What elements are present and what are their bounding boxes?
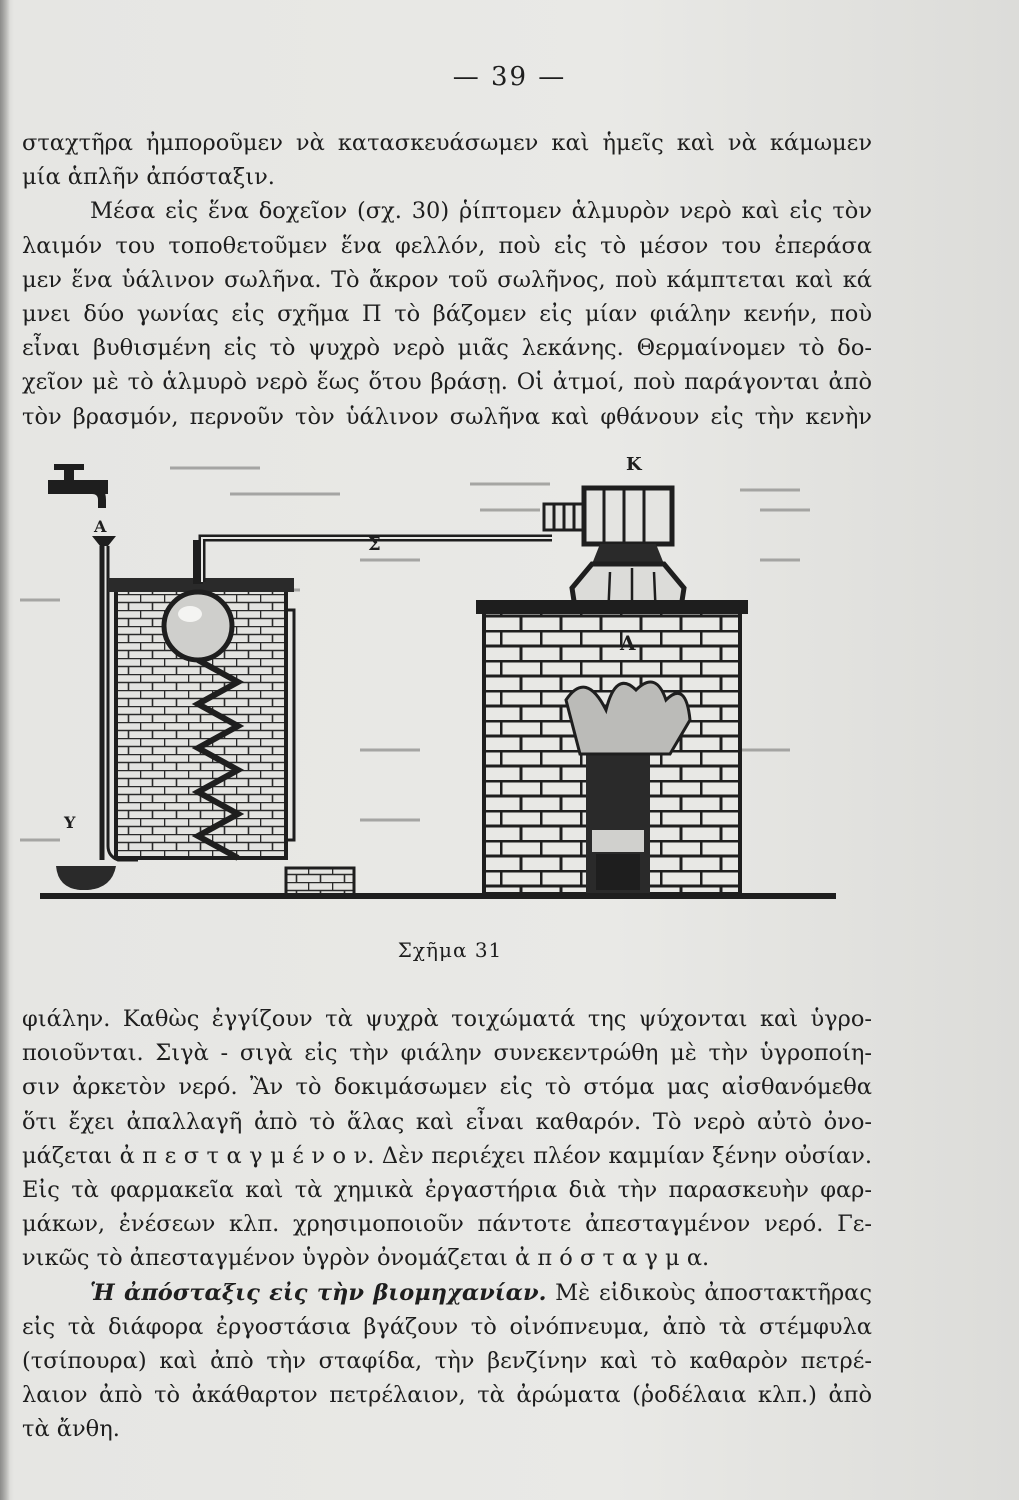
receiving-flask: [164, 540, 232, 660]
text-line: (τσίπουρα) καὶ ἀπὸ τὴν σταφίδα, τὴν βενζίνην καὶ τὸ καθαρὸν πετρέ-: [22, 1347, 872, 1374]
section-heading: Ἡ ἀπόσταξις εἰς τὴν βιομηχανίαν.: [90, 1279, 547, 1306]
text-line: εἶναι βυθισμένη εἰς τὸ ψυχρὸ νερὸ μιᾶς λεκάνης. Θερμαίνομεν τὸ δο-: [22, 335, 872, 362]
text-line: φιάλην. Καθὼς ἐγγίζουν τὰ ψυχρὰ τοιχώματά της ψύχονται καὶ ὑγρο-: [22, 1006, 872, 1032]
text-line: λαιον ἀπὸ τὸ ἀκάθαρτον πετρέλαιον, τὰ ἀρώματα (ῥοδέλαια κλπ.) ἀπὸ: [22, 1382, 872, 1409]
text-line: χεῖον μὲ τὸ ἁλμυρὸ νερὸ ἕως ὅτου βράσῃ. Οἱ ἀτμοί, ποὺ παράγονται ἀπὸ: [22, 369, 872, 396]
label-k: Κ: [626, 454, 642, 475]
text-line: λαιμόν του τοποθετοῦμεν ἕνα φελλόν, ποὺ εἰς τὸ μέσον του ἐπεράσα: [22, 232, 872, 259]
text-line: σταχτῆρα ἠμποροῦμεν νὰ κατασκευάσωμεν καὶ ἡμεῖς καὶ νὰ κάμωμεν: [22, 130, 872, 156]
text-line: μεν ἕνα ὑάλινον σωλῆνα. Τὸ ἄκρον τοῦ σωλῆνος, ποὺ κάμπτεται καὶ κά: [22, 266, 872, 293]
text-line: ποιοῦνται. Σιγὰ - σιγὰ εἰς τὴν φιάλην συνεκεντρώθη μὲ τὴν ὑγροποίη-: [22, 1040, 872, 1067]
text-line: μάζεται ἀ π ε σ τ α γ μ έ ν ο ν. Δὲν περιέχει πλέον καμμίαν ξένην οὐσίαν.: [22, 1142, 872, 1169]
text-line: εἰς τὰ διάφορα ἐργοστάσια βγάζουν τὸ οἰνόπνευμα, ἀπὸ τὰ στέμφυλα: [22, 1313, 872, 1340]
section-first-line-rest: Μὲ εἰδικοὺς ἀποστακτῆρας: [546, 1279, 872, 1306]
brick-furnace: [476, 600, 748, 894]
page-number: — 39 —: [452, 62, 567, 92]
water-faucet: [48, 464, 108, 508]
text-line: σιν ἀρκετὸν νερό. Ἂν τὸ δοκιμάσωμεν εἰς τὸ στόμα μας αἰσθανόμεθα: [22, 1074, 872, 1101]
figure-caption: Σχῆμα 31: [397, 938, 503, 962]
page-binding-shadow: [0, 0, 10, 1500]
label-a: Α: [94, 517, 107, 536]
paragraph-top: [22, 126, 872, 434]
distillation-figure: [20, 450, 880, 920]
label-l: Λ: [620, 631, 636, 655]
text-line: μάκων, ἐνέσεων κλπ. χρησιμοποιοῦν πάντοτε ἀπεσταγμένον νερό. Γε-: [22, 1211, 872, 1238]
label-s: Σ: [368, 534, 381, 555]
text-line: Εἰς τὰ φαρμακεῖα καὶ τὰ χημικὰ ἐργαστήρια διὰ τὴν παρασκευὴν φαρ-: [22, 1176, 872, 1203]
text-line: ὅτι ἔχει ἀπαλλαγῆ ἀπὸ τὸ ἅλας καὶ εἶναι καθαρόν. Τὸ νερὸ αὐτὸ ὀνο-: [22, 1108, 872, 1135]
text-line: τὰ ἄνθη.: [22, 1416, 120, 1443]
distillation-apparatus-illustration: [20, 450, 880, 920]
condenser-k: [544, 488, 672, 564]
text-line: μνει δύο γωνίας εἰς σχῆμα Π τὸ βάζομεν εἰς μίαν φιάλην κενήν, ποὺ: [22, 300, 872, 327]
collector-basin: [56, 866, 116, 890]
small-tray: [286, 868, 354, 896]
label-y: Υ: [64, 813, 76, 832]
paragraph-bottom: [22, 1002, 872, 1446]
text-line: Μέσα εἰς ἕνα δοχεῖον (σχ. 30) ῥίπτομεν ἁλμυρὸν νερὸ καὶ εἰς τὸν: [90, 198, 872, 225]
section-first-line: [22, 1276, 872, 1310]
text-line: τὸν βρασμόν, περνοῦν τὸν ὑάλινον σωλῆνα καὶ φθάνουν εἰς τὴν κενὴν: [22, 403, 872, 430]
text-line: μία ἁπλῆν ἀπόσταξιν.: [22, 164, 275, 191]
text-line: νικῶς τὸ ἀπεσταγμένον ὑγρὸν ὀνομάζεται ἀ π ό σ τ α γ μ α.: [22, 1245, 710, 1272]
